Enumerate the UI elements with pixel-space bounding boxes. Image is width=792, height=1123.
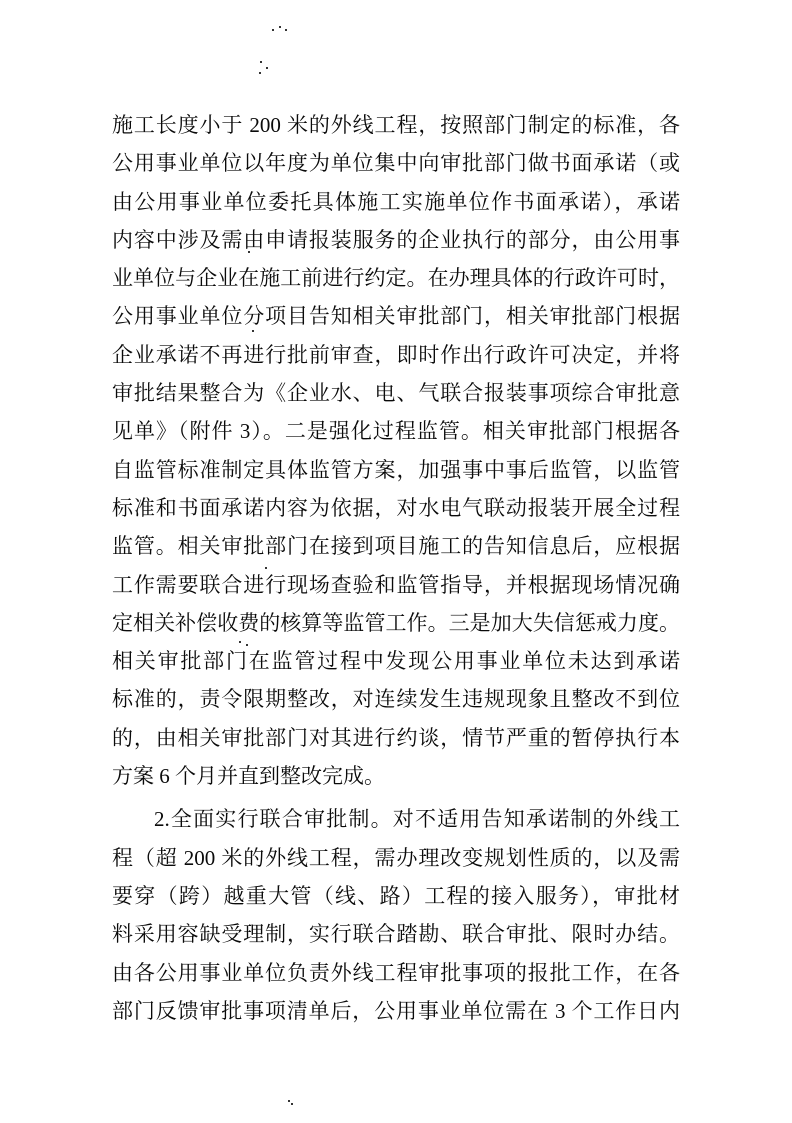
- scan-speck: [259, 72, 261, 74]
- text-line-16: 标准的，责令限期整改，对连续发生违规现象且整改不到位: [112, 687, 680, 712]
- scan-speck: [272, 29, 274, 31]
- paragraph-1: [112, 106, 680, 795]
- text-line-10: 自监管标准制定具体监管方案，加强事中事后监管，以监管: [112, 457, 680, 482]
- text-line-19: 2.全面实行联合审批制。对不适用告知承诺制的外线工: [154, 807, 680, 832]
- scan-speck: [279, 26, 281, 28]
- text-line-6: 公用事业单位分项目告知相关审批部门，相关审批部门根据: [112, 304, 680, 329]
- text-line-18: 方案 6 个月并直到整改完成。: [112, 764, 385, 789]
- text-line-17: 的，由相关审批部门对其进行约谈，情节严重的暂停执行本: [112, 725, 680, 750]
- text-line-5: 业单位与企业在施工前进行约定。在办理具体的行政许可时，: [112, 266, 680, 291]
- paragraph-2: [112, 800, 680, 1030]
- text-line-3: 由公用事业单位委托具体施工实施单位作书面承诺），承诺: [112, 189, 680, 214]
- text-line-7: 企业承诺不再进行批前审查，即时作出行政许可决定，并将: [112, 342, 680, 367]
- text-line-24: 部门反馈审批事项清单后，公用事业单位需在 3 个工作日内: [112, 998, 680, 1023]
- scan-speck: [291, 1103, 293, 1105]
- text-line-21: 要穿（跨）越重大管（线、路）工程的接入服务），审批材: [112, 883, 680, 908]
- text-line-14: 定相关补偿收费的核算等监管工作。三是加大失信惩戒力度。: [112, 610, 680, 635]
- body-text: [112, 106, 680, 1030]
- scan-speck: [260, 61, 262, 63]
- text-line-15: 相关审批部门在监管过程中发现公用事业单位未达到承诺: [112, 649, 680, 674]
- scan-speck: [288, 1100, 290, 1102]
- text-line-12: 监管。相关审批部门在接到项目施工的告知信息后，应根据: [112, 534, 680, 559]
- text-line-13: 工作需要联合进行现场查验和监管指导，并根据现场情况确: [112, 572, 680, 597]
- text-line-8: 审批结果整合为《企业水、电、气联合报装事项综合审批意: [112, 381, 680, 406]
- text-line-4: 内容中涉及需由申请报装服务的企业执行的部分，由公用事: [112, 227, 680, 252]
- text-line-23: 由各公用事业单位负责外线工程审批事项的报批工作，在各: [112, 960, 680, 985]
- scan-speck: [285, 29, 287, 31]
- text-line-2: 公用事业单位以年度为单位集中向审批部门做书面承诺（或: [112, 151, 680, 176]
- text-line-22: 料采用容缺受理制，实行联合踏勘、联合审批、限时办结。: [112, 922, 680, 947]
- text-line-20: 程（超 200 米的外线工程，需办理改变规划性质的，以及需: [112, 845, 680, 870]
- scan-speck: [266, 67, 268, 69]
- text-line-9: 见单》（附件 3）。二是强化过程监管。相关审批部门根据各: [112, 419, 680, 444]
- text-line-11: 标准和书面承诺内容为依据，对水电气联动报装开展全过程: [112, 495, 680, 520]
- text-line-1: 施工长度小于 200 米的外线工程，按照部门制定的标准，各: [112, 113, 680, 137]
